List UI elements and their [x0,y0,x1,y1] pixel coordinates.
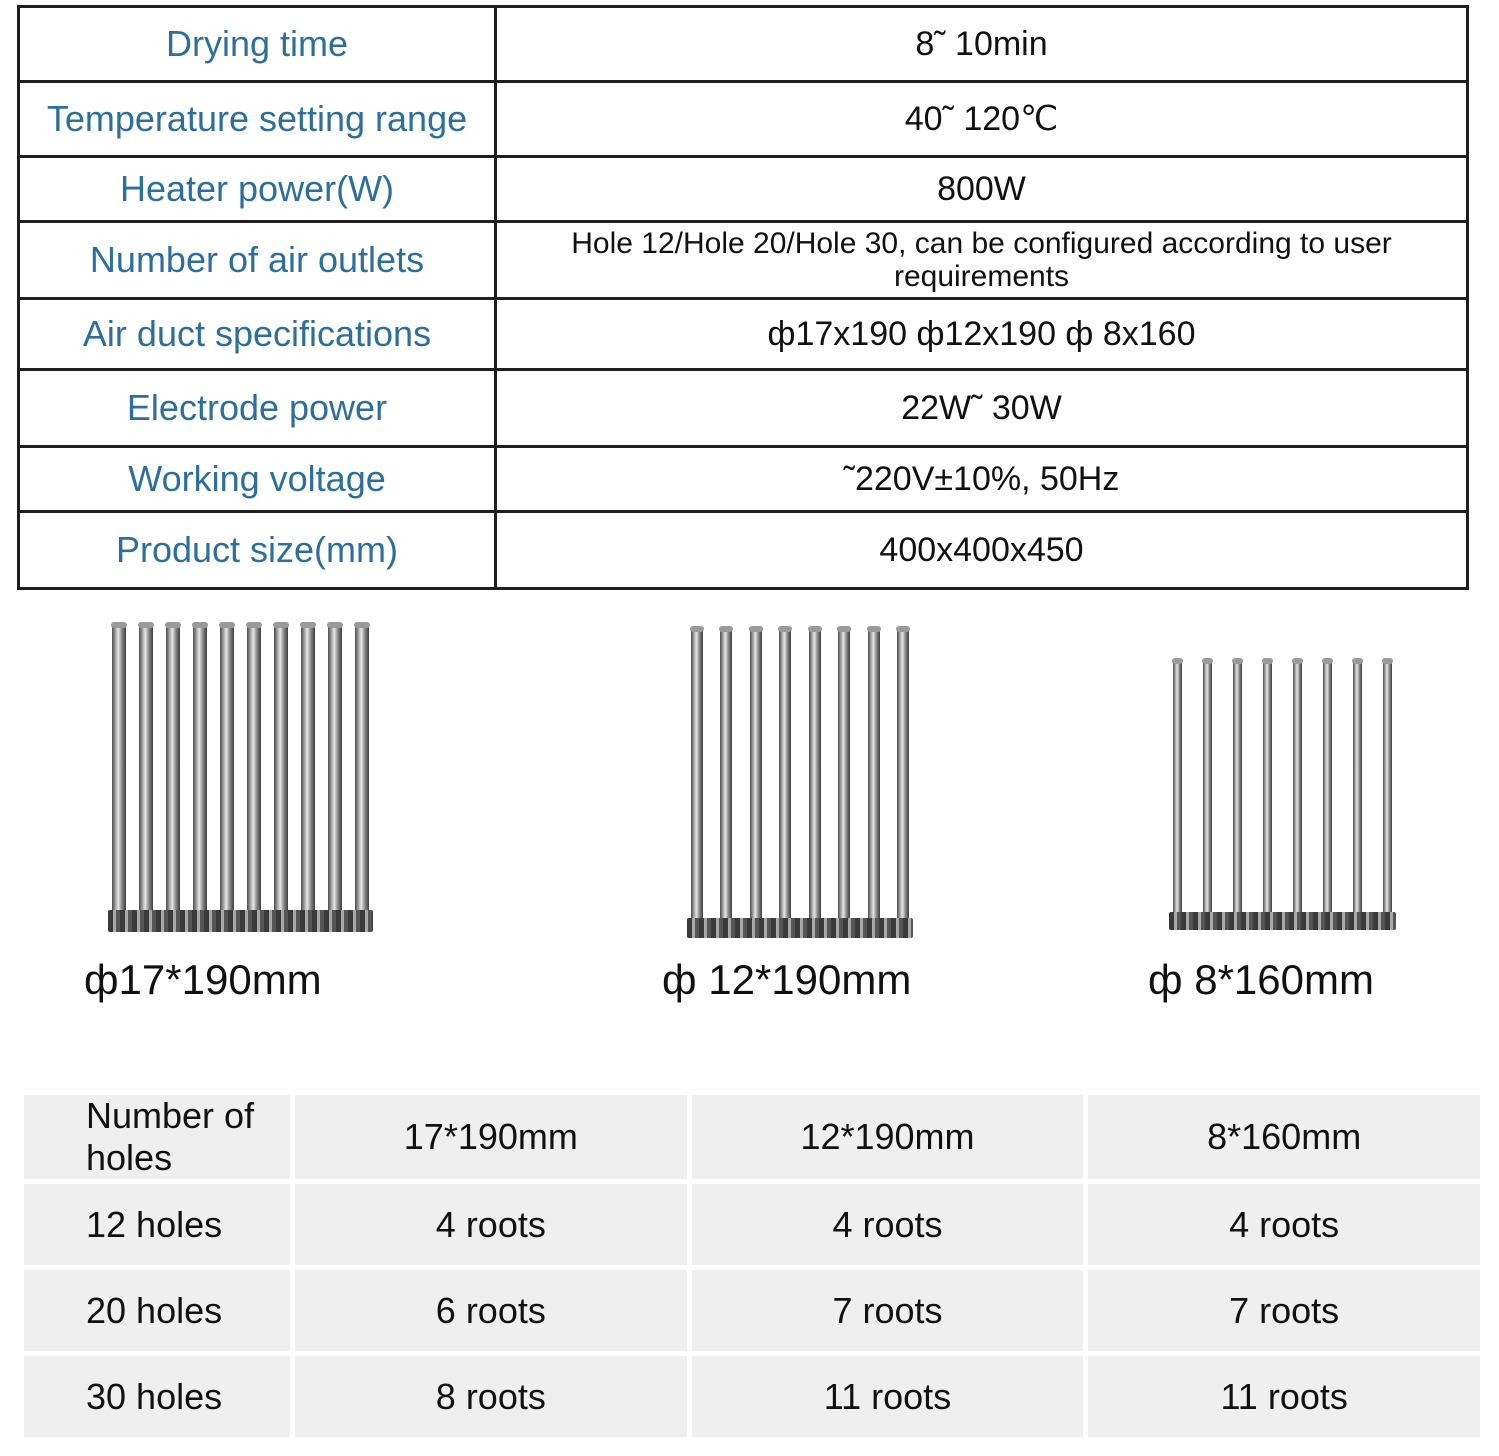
spec-value: ф17x190 ф12x190 ф 8x160 [496,299,1468,370]
rod-base [1169,912,1396,930]
spec-label: Temperature setting range [19,82,496,157]
rod [193,626,207,912]
spec-row [19,299,1468,370]
holes-label-cell: 20 holes [24,1270,290,1351]
rod [897,630,909,920]
rod-cap [1292,658,1303,664]
rod-group-17x190 [112,622,358,932]
rod-caption: ф 12*190mm [662,956,912,1003]
spec-label: Working voltage [19,447,496,512]
holes-header-cell: 12*190mm [692,1095,1084,1179]
rod [779,630,791,920]
holes-value-cell: 7 roots [1088,1270,1480,1351]
rod-cap [1352,658,1363,664]
holes-value-cell: 7 roots [692,1270,1084,1351]
holes-header-cell: 8*160mm [1088,1095,1480,1179]
holes-value-cell: 11 roots [692,1356,1084,1437]
rod [274,626,288,912]
spec-label: Drying time [19,7,496,82]
spec-table [17,5,1469,590]
rod-group-12x190 [682,626,918,938]
spec-value: ˜220V±10%, 50Hz [496,447,1468,512]
spec-label: Number of air outlets [19,222,496,299]
rod [166,626,180,912]
spec-row [19,157,1468,222]
holes-value-cell: 8 roots [295,1356,687,1437]
table-row [24,1356,1480,1437]
rod [355,626,369,912]
holes-label-cell: 30 holes [24,1356,290,1437]
spec-row [19,512,1468,589]
rod [112,626,126,912]
rod [1383,662,1392,914]
rod-cap [896,626,910,632]
holes-value-cell: 4 roots [692,1184,1084,1265]
rod [301,626,315,912]
rod-cap [690,626,704,632]
rod-cap [837,626,851,632]
rod-cap [192,622,208,628]
rod-caption: ф 8*160mm [1148,956,1374,1003]
rod-cap [354,622,370,628]
holes-value-cell: 4 roots [295,1184,687,1265]
rod [1323,662,1332,914]
rod [1173,662,1182,914]
rod-cap [219,622,235,628]
spec-label: Electrode power [19,370,496,447]
spec-value: 400x400x450 [496,512,1468,589]
rod [809,630,821,920]
table-row [24,1270,1480,1351]
holes-label-cell: 12 holes [24,1184,290,1265]
rod-group-8x160 [1160,658,1404,930]
spec-row [19,222,1468,299]
rod-base [108,910,373,932]
rod [750,630,762,920]
rod [247,626,261,912]
spec-label: Air duct specifications [19,299,496,370]
rod-cap [1262,658,1273,664]
rod-cap [1172,658,1183,664]
rod-caption: ф17*190mm [84,956,322,1003]
rod [1293,662,1302,914]
rod-cap [246,622,262,628]
spec-value: 800W [496,157,1468,222]
spec-value: 40˜ 120℃ [496,82,1468,157]
spec-row [19,82,1468,157]
rod-cap [808,626,822,632]
rod [838,630,850,920]
rod [1263,662,1272,914]
rod-cap [1232,658,1243,664]
rod [328,626,342,912]
rod [1353,662,1362,914]
rod-cap [1322,658,1333,664]
rod-cap [111,622,127,628]
spec-value: 22W˜ 30W [496,370,1468,447]
holes-header-cell: Number of holes [24,1095,290,1179]
rod-cap [1202,658,1213,664]
holes-header-row [24,1095,1480,1179]
rod-cap [273,622,289,628]
rod-cap [1382,658,1393,664]
holes-header-cell: 17*190mm [295,1095,687,1179]
rod [868,630,880,920]
rod-cap [165,622,181,628]
holes-value-cell: 4 roots [1088,1184,1480,1265]
rod [220,626,234,912]
rod-cap [300,622,316,628]
holes-value-cell: 6 roots [295,1270,687,1351]
rod-cap [867,626,881,632]
rod [1233,662,1242,914]
rod [720,630,732,920]
rod [691,630,703,920]
rod [139,626,153,912]
rod-cap [778,626,792,632]
spec-label: Heater power(W) [19,157,496,222]
holes-table [19,1090,1485,1442]
spec-row [19,370,1468,447]
rod-cap [138,622,154,628]
spec-label: Product size(mm) [19,512,496,589]
rod-cap [749,626,763,632]
table-row [24,1184,1480,1265]
spec-row [19,447,1468,512]
spec-row [19,7,1468,82]
spec-value: 8˜ 10min [496,7,1468,82]
rod-base [687,918,914,938]
rod-cap [327,622,343,628]
spec-value: Hole 12/Hole 20/Hole 30, can be configured according to user requirements [496,222,1468,299]
rod-cap [719,626,733,632]
holes-value-cell: 11 roots [1088,1356,1480,1437]
rod [1203,662,1212,914]
